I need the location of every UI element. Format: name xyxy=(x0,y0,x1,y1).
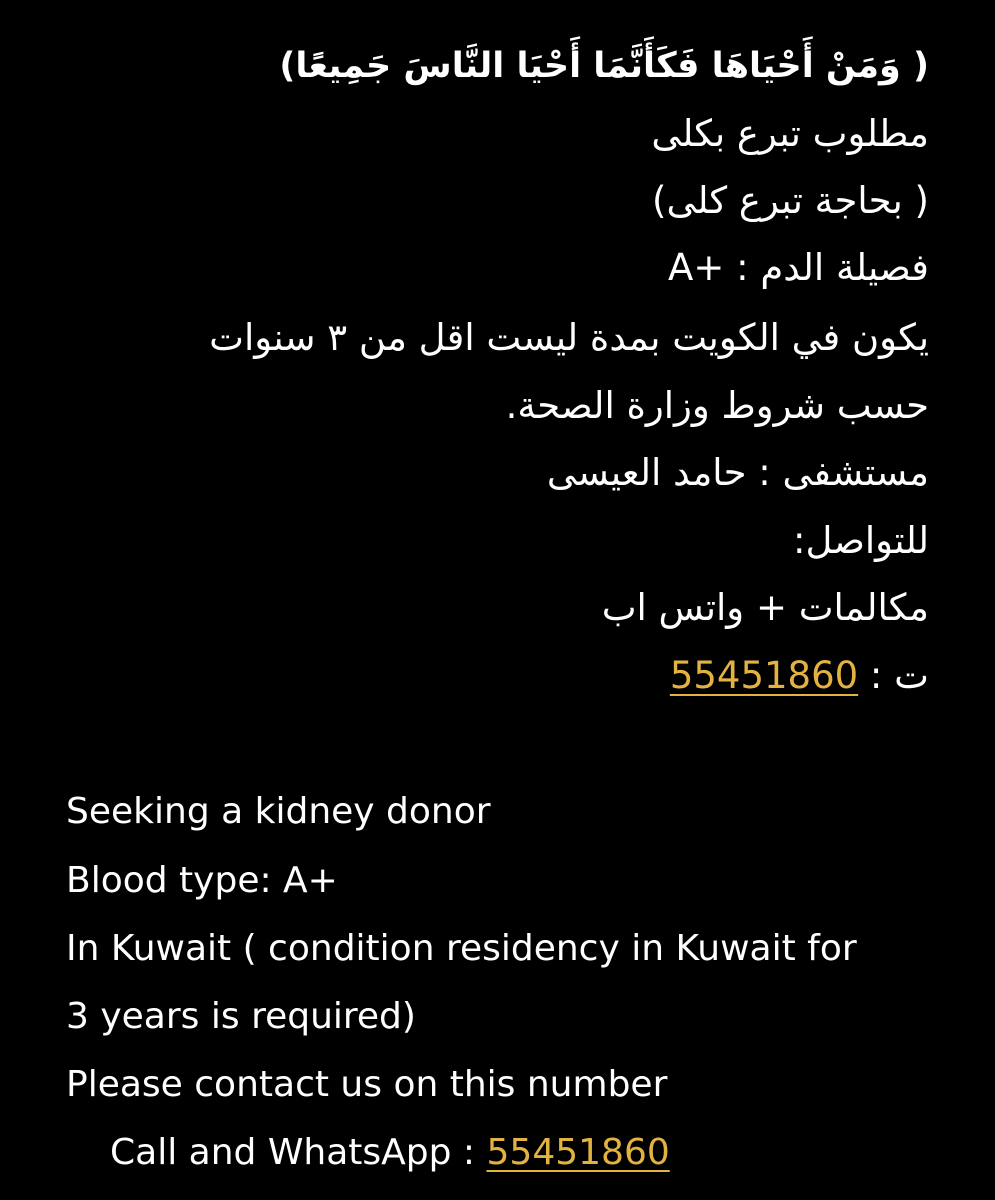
arabic-line-need-kidney: ( بحاجة تبرع كلى) xyxy=(652,179,929,222)
english-phone-link[interactable]: 55451860 xyxy=(486,1132,670,1173)
arabic-phone-prefix: ت : xyxy=(858,654,929,697)
arabic-phone-line xyxy=(670,650,929,702)
arabic-line-kidney-donation: مطلوب تبرع بكلى xyxy=(651,112,929,155)
english-line-contact: Please contact us on this number xyxy=(66,1064,668,1105)
arabic-line-hospital: مستشفى : حامد العيسى xyxy=(546,451,929,494)
english-call-prefix: Call and WhatsApp : xyxy=(110,1132,487,1173)
english-line-kuwait-residency: In Kuwait ( condition residency in Kuwait for xyxy=(66,928,857,969)
english-line-blood-type: Blood type: A+ xyxy=(66,860,338,901)
english-line-seeking-donor: Seeking a kidney donor xyxy=(66,791,491,832)
arabic-line-ministry-conditions: حسب شروط وزارة الصحة. xyxy=(505,384,929,427)
english-phone-line xyxy=(110,1128,670,1178)
arabic-line-residency: يكون في الكويت بمدة ليست اقل من ٣ سنوات xyxy=(209,316,929,359)
arabic-line-contact-heading: للتواصل: xyxy=(793,519,929,562)
quran-verse: ( وَمَنْ أَحْيَاهَا فَكَأَنَّمَا أَحْيَا النَّاسَ جَمِيعًا) xyxy=(279,46,929,86)
arabic-line-blood-type: فصيلة الدم : +A xyxy=(668,246,929,289)
arabic-line-calls-whatsapp: مكالمات + واتس اب xyxy=(601,586,929,629)
arabic-phone-link[interactable]: 55451860 xyxy=(669,654,859,697)
english-line-years-required: 3 years is required) xyxy=(66,996,416,1037)
